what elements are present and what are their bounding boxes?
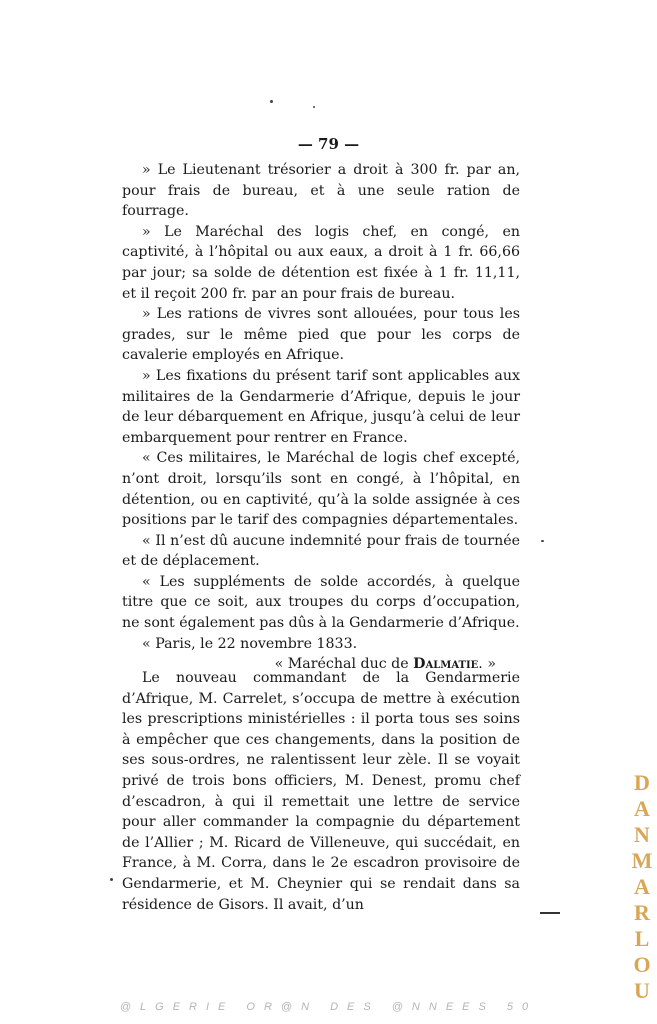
ink-mark (540, 912, 560, 914)
narrative-paragraph: Le nouveau commandant de la Gendarmerie d’Afrique, M. Carrelet, s’occupa de mettre à exécution les prescriptions ministérielles : il porta tous ses soins à empêcher que ces changements, dans la position de ses sous-ordres, ne ralentissent leur zèle. Il se voyait privé de trois bons officiers, M. Denest, promu chef d’escadron, à qui il remettait une lettre de service pour aller commander la compagnie du département de l’Allier ; M. Ricard de Villeneuve, qui succédait, en France, à M. Corra, dans le 2e escadron provisoire de Gendarmerie, et M. Cheynier qui se rendait dans sa résidence de Gisors. Il avait, d’un (122, 670, 520, 913)
narrative-text (122, 668, 520, 915)
decree-text (122, 160, 520, 675)
decree-paragraph: » Les rations de vivres sont allouées, pour tous les grades, sur le même pied que pour les corps de cavalerie employés en Afrique. (122, 306, 520, 364)
signature-name: Dalmatie (413, 656, 479, 673)
footer-watermark: @LGERIE OR@N DES @NNEES 50 (119, 1001, 538, 1013)
watermark-letter: M (631, 848, 653, 873)
vertical-watermark (631, 770, 653, 1004)
decree-paragraph: » Le Maréchal des logis chef, en congé, en captivité, à l’hôpital ou aux eaux, a droit à 1 fr. 66,66 par jour; sa solde de détention est fixée à 1 fr. 11,11, et il reçoit 200 fr. par an pour frais de bureau. (122, 223, 520, 302)
ink-speck (270, 100, 273, 103)
ink-speck (110, 878, 113, 881)
signature-prefix: « Maréchal duc de (274, 656, 414, 673)
decree-paragraph: « Ces militaires, le Maréchal de logis chef excepté, n’ont droit, lorsqu’ils sont en congé, à l’hôpital, en détention, ou en captivité, qu’à la solde assignée à ces positions par le tarif des compagnies départementales. (122, 450, 520, 529)
watermark-letter: L (634, 926, 650, 951)
decree-paragraph: « Il n’est dû aucune indemnité pour frais de tournée et de déplacement. (122, 532, 520, 570)
watermark-letter: R (634, 900, 650, 925)
watermark-letter: O (633, 952, 651, 977)
watermark-letter: N (634, 822, 650, 847)
decree-paragraph: » Le Lieutenant trésorier a droit à 300 fr. par an, pour frais de bureau, et à une seule ration de fourrage. (122, 162, 520, 220)
watermark-letter: A (634, 796, 650, 821)
signature-suffix: . » (478, 656, 496, 673)
watermark-letter: A (634, 874, 650, 899)
ink-speck (541, 540, 544, 542)
watermark-letter: D (634, 770, 650, 795)
page-number: — 79 — (297, 135, 360, 153)
decree-paragraph: » Les fixations du présent tarif sont applicables aux militaires de la Gendarmerie d’Afrique, depuis le jour de leur débarquement en Afrique, jusqu’à celui de leur embarquement pour rentrer en France. (122, 367, 520, 446)
watermark-letter: U (634, 978, 650, 1003)
ink-speck (313, 106, 315, 108)
decree-date: « Paris, le 22 novembre 1833. (142, 635, 358, 652)
decree-paragraph: « Les suppléments de solde accordés, à quelque titre que ce soit, aux troupes du corps d’occupation, ne sont également pas dûs à la Gendarmerie d’Afrique. (122, 573, 520, 632)
